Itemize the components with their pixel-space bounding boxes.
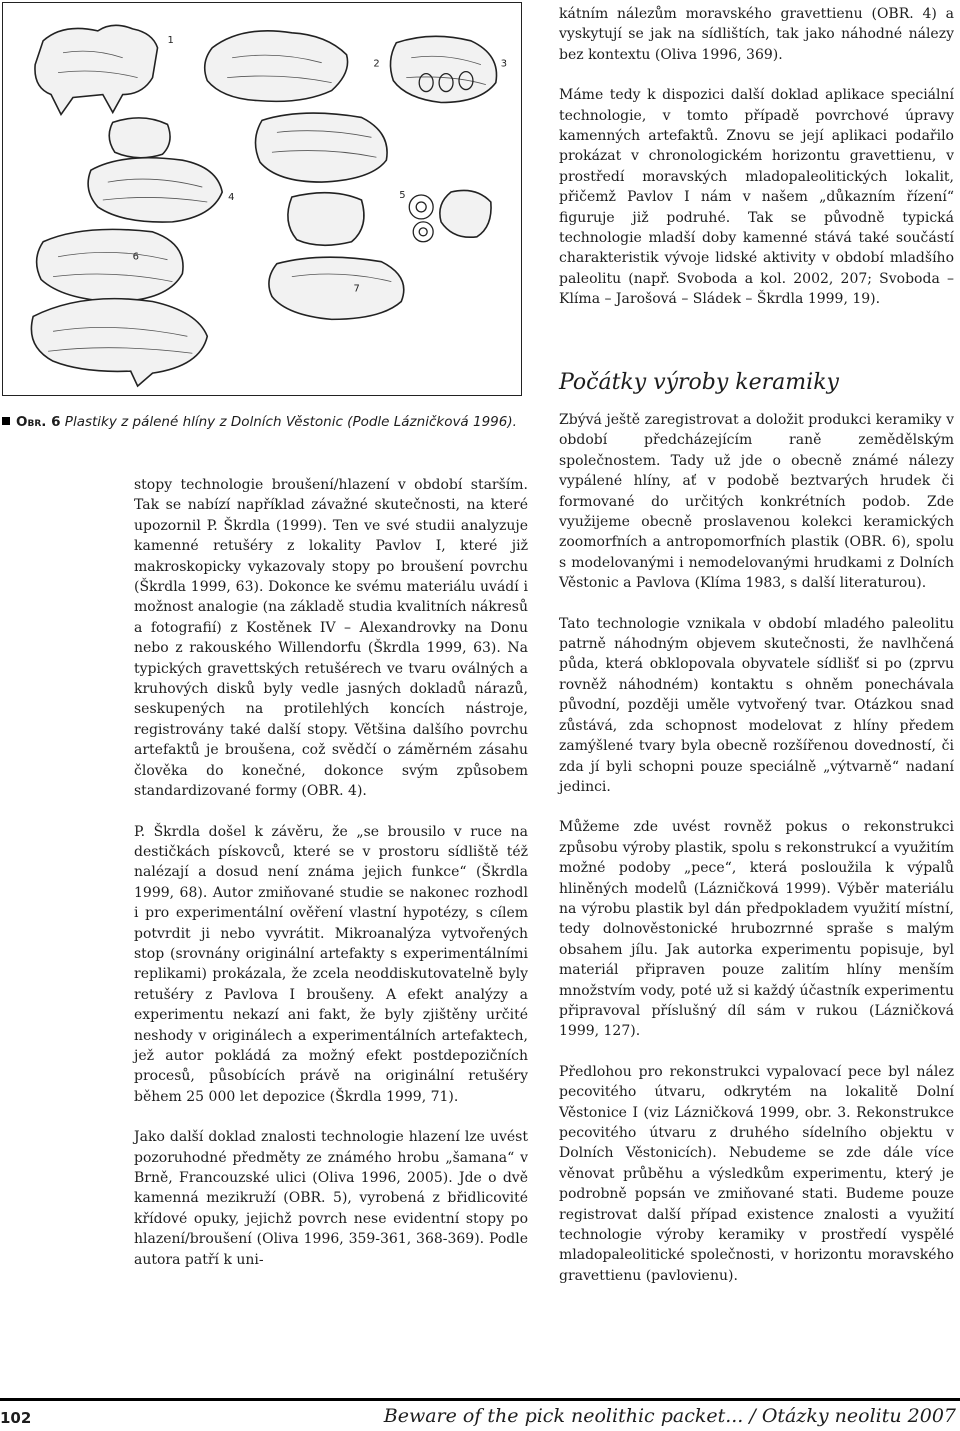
caption-text: Plastiky z pálené hlíny z Dolních Věstonic (Podle Lázničková 1996). [64,414,517,430]
figure-plastics [2,2,522,396]
right-paragraph-3: Zbývá ještě zaregistrovat a doložit produkci keramiky v období předcházejícím raně zemědělským společnostem. Tady už jde o obecně známé nálezy vypálené hlíny, ať v podobě beztvarých hrudek či formované do určitých konkrétních podob. Zde využijeme obecně proslavenou kolekci keramických zoomorfních a antropomorfních plastik (OBR. 6), spolu s modelovanými i nemodelovanými hrudkami z Dolních Věstonic a Pavlova (Klíma 1983, s další literaturou). [559,412,954,592]
section-heading: Počátky výroby keramiky [559,370,839,395]
right-paragraph-6: Předlohou pro rekonstrukci vypalovací pece byl nález pecovitého útvaru, odkrytém na lokalitě Dolní Věstonice I (viz Lázničková 1999, obr. 3. Rekonstrukce pecovitého útvaru z druhého sídelního objektu v Dolních Věstonicích). Nebudeme se zde dále více věnovat průběhu a výsledkům experimentu, který je podrobně popsán ve zmiňované stati. Budeme pouze registrovat další případ existence znalosti a využití technologie výroby keramiky v prostředí vyspělé mladopaleolitické společnosti, v horizontu moravského gravettienu (pavlovienu). [559,1063,954,1284]
figurine-6 [255,113,387,182]
figurine-7 [288,193,364,246]
figurine-2 [205,31,348,102]
figurine-8 [440,190,491,237]
mid-paragraph-1: stopy technologie broušení/hlazení v období starším. Tak se nabízí například závažné skutečnosti, na které upozornil P. Škrdla (1999). Ten ve své studii analyzuje kamenné retušéry z lokality Pavlov I, které již makroskopicky vykazovaly stopy po broušení povrchu (Škrdla 1999, 63). Dokonce ke svému materiálu uvádí i možnost analogie (na základě studia kvalitních nákresů a fotografií) z Kostěnek IV – Alexandrovky na Donu nebo z rakouského Willendorfu (Škrdla 1999, 63). Na typických gravettských retušérech ve tvaru oválných a kruhových disků byly vedle jasných dokladů nárazů, seskupených na protilehlých koncích nástroje, registrovány také další stopy. Většina dalšího povrchu artefaktů je broušena, což svědčí o záměrném zásahu člověka do konečné, dokonce svým způsobem standardizované formy (OBR. 4). [134,477,528,800]
figurine-10 [269,257,404,319]
caption-bullet-icon [2,417,10,425]
right-column-top [559,4,954,330]
figurines-drawing [3,3,521,395]
figurine-1 [35,25,158,114]
fig-num-4: 4 [228,191,235,203]
mid-paragraph-2: P. Škrdla došel k závěru, že „se brousilo v ruce na destičkách pískovců, které se v prostoru sídliště též nalézají a dosud není známa jejich funkce“ (Škrdla 1999, 68). Autor zmiňované studie se nakonec rozhodl i pro experimentální ověření vlastní hypotézy, s cílem potvrdit ji nebo vyvrátit. Mikroanalýza vytvořených stop (srovnány originální artefakty s experimentálními replikami) prokázala, že zcela neoddiskutovatelně byly retušéry z Pavlova I broušeny. A efekt analýzy a experimentu nekazí ani fakt, že byly zjištěny určité neshody v originálech a experimentálních artefaktech, jež autor pokládá za možný efekt postdepozičních procesů, působících právě na originální retušéry během 25 000 let depozice (Škrdla 1999, 71). [134,823,528,1105]
fig-num-5: 5 [399,190,406,202]
right-paragraph-1: kátním nálezům moravského gravettienu (OBR. 4) a vyskytují se jak na sídlištích, tak jako náhodné nálezy bez kontextu (Oliva 1996, 369). [559,6,954,63]
right-paragraph-4: Tato technologie vznikala v období mladého paleolitu patrně náhodným objevem skutečnosti, že navlhčená půda, která obklopovala obyvatele sídlišť si po (zprvu rovněž náhodném) kontaktu s ohněm ponechávala původní, později uměle vytvořený tvar. Otázkou snad zůstává, zda schopnost modelovat z hlíny předem zamýšlené tvary byla obecně rozšířenou dovedností, či zda jí byli schopni pouze speciálně „výtvarně“ nadaní jedinci. [559,615,954,795]
figurine-3 [390,36,496,102]
fig-num-3: 3 [500,58,508,70]
figurine-5 [88,158,222,222]
fig-num-1: 1 [167,34,174,46]
right-paragraph-5: Můžeme zde uvést rovněž pokus o rekonstrukci způsobu výroby plastik, spolu s rekonstrukcí a využitím možné podoby „pece“, která posloužila k výpalů hliněných modelů (Lázničková 1999). Výběr materiálu na výrobu plastik byl dán předpokladem využití místní, tedy dolnověstonické hrubozrnné spraše s malým obsahem jílu. Jak autorka experimentu popisuje, byl materiál připraven pouze zalitím hlíny menším množstvím vody, poté už si každý účastník experimentu připravoval příslušný díl sám v rukou (Lázničková 1999, 127). [559,819,954,1040]
fig-num-6: 6 [132,251,139,263]
right-paragraph-2: Máme tedy k dispozici další doklad aplikace speciální technologie, v tomto případě povrchové úpravy kamenných artefaktů. Znovu se její aplikaci podařilo prokázat v chronologickém horizontu gravettienu, v prostředí moravských mladopaleolitických lokalit, přičemž Pavlov I nám v našem „důkazním řízení“ figuruje již podruhé. Tak se původně typická technologie mladší doby kamenné stává také součástí charakteristik vývoje lidské aktivity v období mladšího paleolitu (např. Svoboda a kol. 2002, 207; Svoboda – Klíma – Jarošová – Sládek – Škrdla 1999, 19). [559,87,954,308]
mid-paragraph-3: Jako další doklad znalosti technologie hlazení lze uvést pozoruhodné předměty ze známého hrobu „šamana“ v Brně, Francouzské ulici (Oliva 1996, 2005). Jde o dvě kamenná mezikruží (OBR. 5), vyrobená z břidlicovité křídové opuky, jejichž povrch nese evidentní stopy po hlazení/broušení (Oliva 1996, 359-361, 368-369). Podle autora patří k uni- [134,1129,528,1268]
footer-rule [0,1398,960,1401]
right-column-bottom [559,410,954,1306]
figure-caption [2,414,522,430]
middle-column [134,475,528,1290]
figurine-4 [109,118,170,158]
running-title: Beware of the pick neolithic packet... / Otázky neolitu 2007 [383,1405,956,1427]
caption-figure-label: Obr. 6 [16,414,61,430]
fig-num-7: 7 [353,283,360,295]
figurine-9 [37,229,183,301]
fig-num-2: 2 [373,58,380,70]
page-number: 102 [0,1409,32,1427]
figurine-11 [31,299,207,386]
